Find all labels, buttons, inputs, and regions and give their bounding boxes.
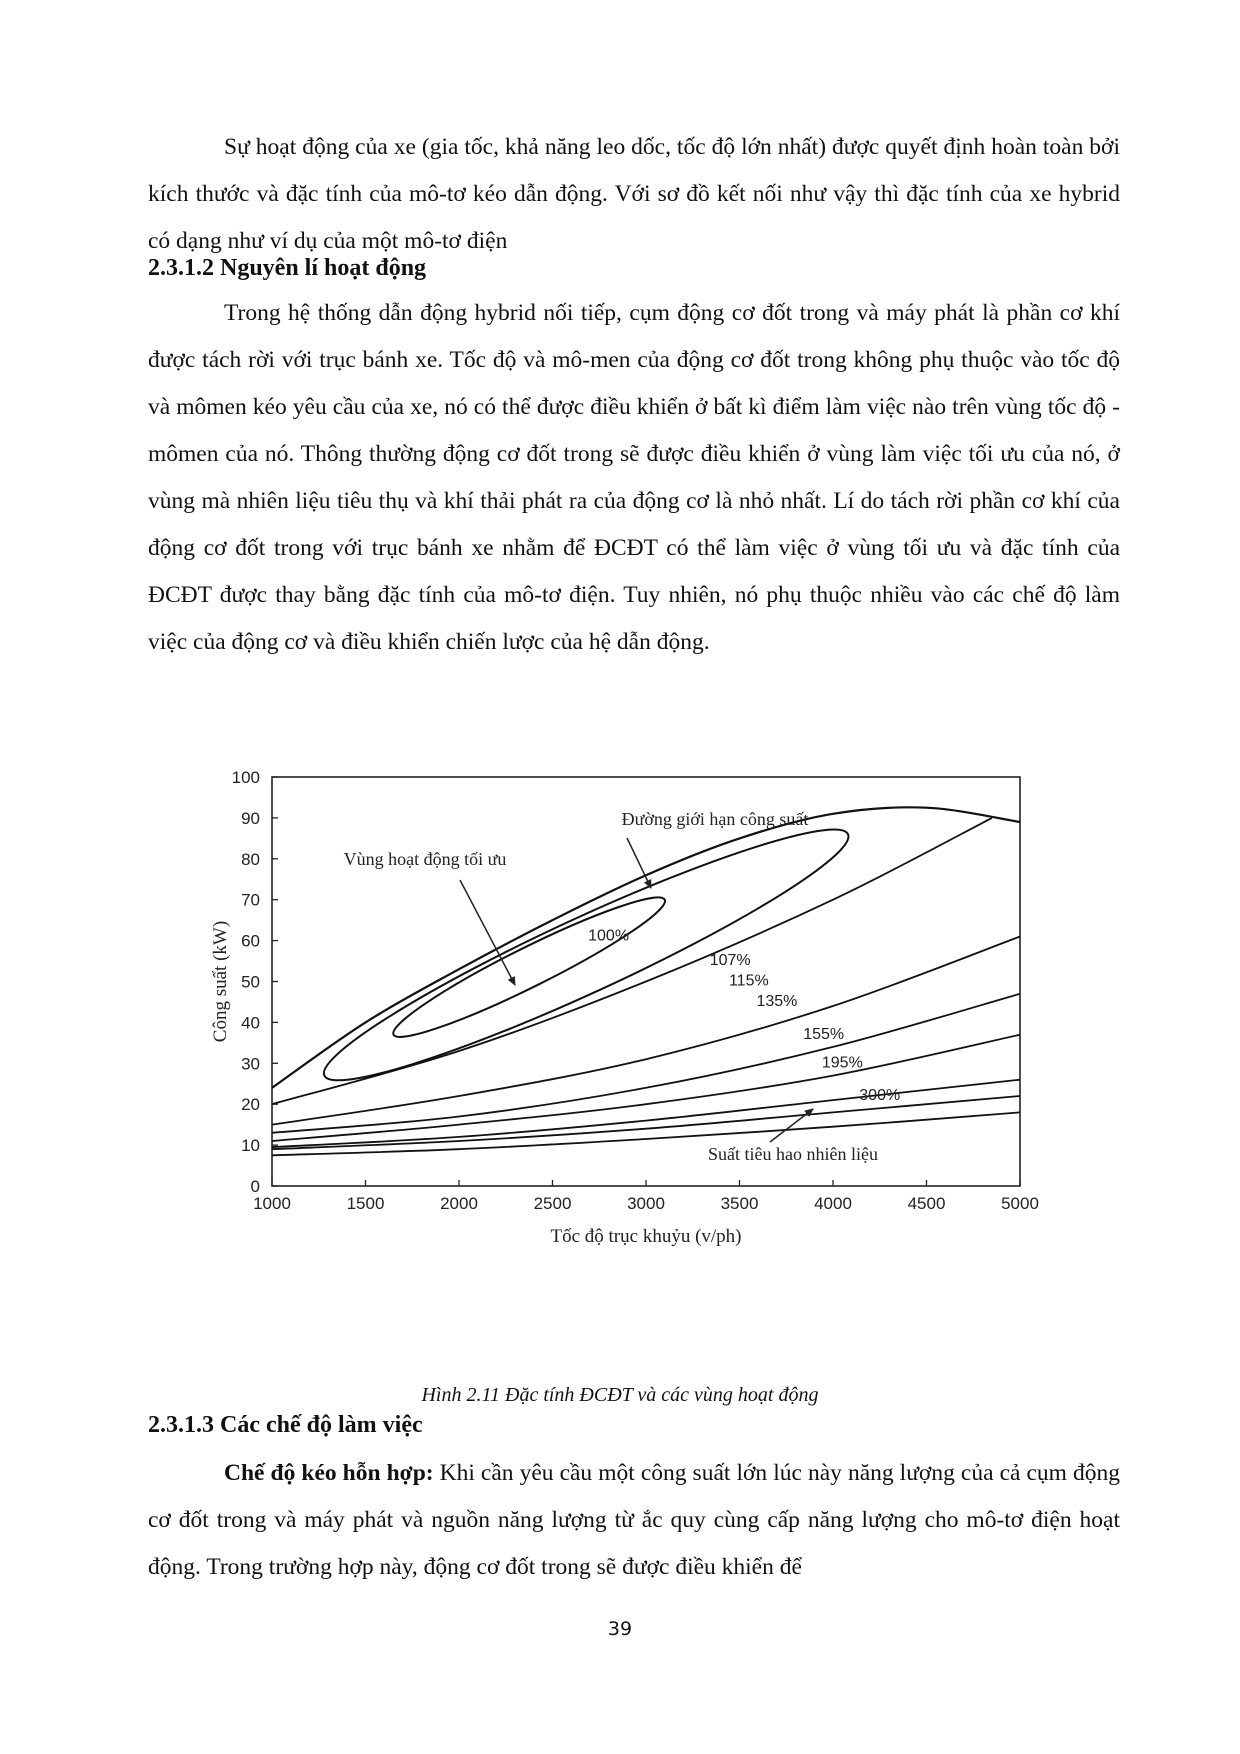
annotation-power-limit: Đường giới hạn công suất bbox=[621, 809, 809, 829]
annotation-fuel-consumption: Suất tiêu hao nhiên liệu bbox=[708, 1144, 878, 1164]
y-tick-label: 10 bbox=[241, 1136, 260, 1156]
fuel-contour-155pct bbox=[272, 994, 1020, 1133]
series-label-300pct: 300% bbox=[859, 1087, 901, 1105]
x-tick-label: 5000 bbox=[1001, 1194, 1039, 1213]
y-axis-label: Công suất (kW) bbox=[210, 920, 231, 1043]
series-label-115pct: 115% bbox=[728, 972, 769, 990]
x-tick-label: 3500 bbox=[720, 1194, 759, 1213]
figure-caption: Hình 2.11 Đặc tính ĐCĐT và các vùng hoạt động bbox=[421, 1384, 819, 1406]
section-heading-2-3-1-3: 2.3.1.3 Các chế độ làm việc bbox=[148, 1412, 423, 1438]
engine-characteristic-chart bbox=[195, 760, 1055, 1340]
paragraph-operating-principle: Trong hệ thống dẫn động hybrid nối tiếp, cụm động cơ đốt trong và máy phát là phần cơ khí được tách rời với trục bánh xe. Tốc độ và mô-men của động cơ đốt trong không phụ thuộc vào tốc độ và mômen kéo yêu cầu của xe, nó có thể được điều khiển ở bất kì điểm làm việc nào trên vùng tốc độ - mômen của nó. Thông thường động cơ đốt trong sẽ được điều khiển ở vùng làm việc tối ưu của nó, ở vùng mà nhiên liệu tiêu thụ và khí thải phát ra của động cơ là nhỏ nhất. Lí do tách rời phần cơ khí của động cơ đốt trong với trục bánh xe nhằm để ĐCĐT có thể làm việc ở vùng tối ưu và đặc tính của ĐCĐT được thay bằng đặc tính của mô-tơ điện. Tuy nhiên, nó phụ thuộc nhiều vào các chế độ làm việc của động cơ và điều khiển chiến lược của hệ dẫn động. bbox=[148, 300, 1120, 655]
y-tick-label: 100 bbox=[231, 768, 260, 787]
y-tick-label: 80 bbox=[241, 849, 260, 869]
series-label-195pct: 195% bbox=[821, 1054, 863, 1072]
y-tick-label: 60 bbox=[241, 931, 260, 951]
fuel-contour-135pct bbox=[272, 937, 1020, 1125]
paragraph-lead-term: Chế độ kéo hỗn hợp: bbox=[224, 1460, 434, 1486]
y-tick-label: 50 bbox=[241, 972, 260, 992]
series-label-107pct: 107% bbox=[709, 952, 751, 970]
fuel-contour-contour-9 bbox=[272, 1112, 1020, 1155]
y-tick-label: 0 bbox=[250, 1177, 260, 1196]
x-tick-label: 1000 bbox=[253, 1194, 291, 1213]
arrow-optimal-zone bbox=[460, 880, 515, 985]
figure-engine-characteristic bbox=[195, 760, 1055, 1345]
x-tick-label: 2000 bbox=[440, 1194, 478, 1213]
x-axis-label: Tốc độ trục khuỷu (v/ph) bbox=[550, 1226, 742, 1247]
series-label-100pct: 100% bbox=[588, 927, 630, 945]
x-tick-label: 3000 bbox=[627, 1194, 665, 1213]
y-tick-label: 70 bbox=[241, 890, 260, 910]
page-number: 39 bbox=[607, 1618, 633, 1640]
x-tick-label: 2500 bbox=[533, 1194, 572, 1213]
x-tick-label: 4000 bbox=[814, 1194, 852, 1213]
series-label-135pct: 135% bbox=[756, 993, 798, 1011]
series-label-155pct: 155% bbox=[803, 1025, 845, 1043]
contour-107pct bbox=[309, 800, 864, 1109]
chart-axes bbox=[210, 768, 1039, 1247]
y-tick-label: 20 bbox=[241, 1095, 260, 1115]
y-tick-label: 30 bbox=[241, 1054, 260, 1074]
paragraph-body: Khi cần yêu cầu một công suất lớn lúc này năng lượng của cả cụm động cơ đốt trong và máy phát và nguồn năng lượng từ ắc quy cùng cấp năng lượng cho mô-tơ điện hoạt động. Trong trường hợp này, động cơ đốt trong sẽ được điều khiển để bbox=[148, 1460, 1120, 1580]
section-heading-2-3-1-2: 2.3.1.2 Nguyên lí hoạt động bbox=[148, 255, 427, 281]
x-tick-label: 1500 bbox=[346, 1194, 385, 1213]
arrow-power-limit bbox=[627, 838, 651, 888]
y-tick-label: 90 bbox=[241, 808, 260, 828]
y-tick-label: 40 bbox=[241, 1013, 260, 1033]
arrow-fuel-consumption bbox=[770, 1109, 813, 1142]
fuel-contour-300pct bbox=[272, 1080, 1020, 1147]
paragraph-hybrid-traction-mode bbox=[148, 1450, 1120, 1591]
annotation-optimal-zone: Vùng hoạt động tối ưu bbox=[343, 849, 507, 869]
x-tick-label: 4500 bbox=[907, 1194, 946, 1213]
paragraph-vehicle-performance: Sự hoạt động của xe (gia tốc, khả năng leo dốc, tốc độ lớn nhất) được quyết định hoàn toàn bởi kích thước và đặc tính của mô-tơ kéo dẫn động. Với sơ đồ kết nối như vậy thì đặc tính của xe hybrid có dạng như ví dụ của một mô-tơ điện bbox=[148, 134, 1120, 254]
